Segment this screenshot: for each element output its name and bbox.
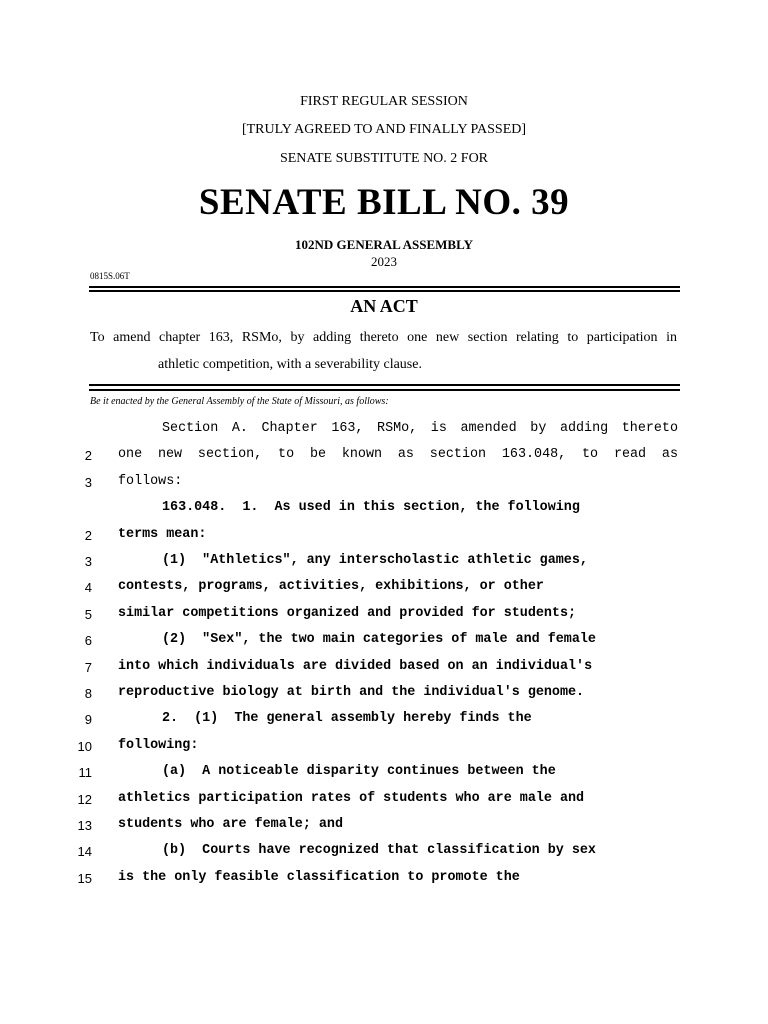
bill-line	[0, 709, 768, 731]
bill-line	[0, 789, 768, 811]
line-text: is the only feasible classification to promote the	[118, 869, 520, 885]
line-number: 12	[77, 791, 92, 807]
middle-rule-secondary	[89, 389, 680, 391]
bill-line	[0, 841, 768, 863]
passage-status: [TRULY AGREED TO AND FINALLY PASSED]	[241, 122, 527, 137]
session-label: FIRST REGULAR SESSION	[300, 94, 468, 109]
line-text: one new section, to be known as section 163.048, to read as	[118, 447, 678, 463]
bill-line	[0, 736, 768, 758]
line-text: Section A. Chapter 163, RSMo, is amended by adding thereto	[162, 421, 678, 436]
bill-line	[0, 419, 768, 441]
line-text: 163.048. 1. As used in this section, the following	[162, 500, 580, 516]
line-text: into which individuals are divided based on an individual's	[118, 658, 593, 674]
line-number: 6	[84, 633, 92, 649]
line-text: (2) "Sex", the two main categories of male and female	[162, 632, 596, 648]
bill-line	[0, 762, 768, 784]
bill-line	[0, 525, 768, 547]
line-number: 10	[77, 738, 92, 754]
line-text: (1) "Athletics", any interscholastic athletic games,	[162, 553, 588, 568]
enacting-clause: Be it enacted by the General Assembly of the State of Missouri, as follows:	[90, 396, 389, 407]
line-number: 14	[77, 844, 92, 860]
bill-line	[0, 577, 768, 599]
act-purpose-line-2: athletic competition, with a severability clause.	[158, 357, 422, 372]
general-assembly: 102ND GENERAL ASSEMBLY	[295, 237, 473, 252]
session-year: 2023	[371, 254, 397, 269]
line-text: students who are female; and	[118, 817, 343, 832]
bill-title: SENATE BILL NO. 39	[198, 182, 570, 223]
line-number: 9	[84, 712, 92, 728]
bill-line	[0, 815, 768, 837]
bill-line	[0, 630, 768, 652]
act-purpose-line-1: To amend chapter 163, RSMo, by adding thereto one new section relating to participation in	[90, 330, 677, 345]
line-number: 11	[78, 765, 92, 781]
line-number: 8	[84, 686, 92, 701]
bill-line	[0, 445, 768, 467]
line-text: similar competitions organized and provided for students;	[118, 605, 577, 621]
bill-line	[0, 498, 768, 520]
line-number: 2	[84, 527, 92, 543]
line-number: 3	[84, 554, 92, 569]
line-number: 13	[77, 818, 92, 833]
top-rule	[89, 286, 680, 288]
bill-line	[0, 604, 768, 626]
line-text: terms mean:	[118, 526, 207, 542]
bill-line	[0, 868, 768, 890]
line-text: athletics participation rates of students who are male and	[118, 790, 585, 806]
line-number: 2	[84, 448, 92, 464]
bill-line	[0, 472, 768, 494]
line-text: following:	[118, 737, 199, 753]
line-text: (b) Courts have recognized that classification by sex	[162, 843, 596, 859]
line-text: contests, programs, activities, exhibitions, or other	[118, 579, 544, 595]
line-number: 15	[77, 870, 92, 886]
bill-code: 0815S.06T	[90, 271, 130, 281]
line-text: (a) A noticeable disparity continues between the	[162, 764, 556, 780]
line-number: 7	[84, 659, 92, 675]
bill-line	[0, 683, 768, 705]
line-number: 3	[84, 474, 92, 490]
bill-line	[0, 551, 768, 573]
act-heading: AN ACT	[350, 296, 418, 316]
middle-rule	[89, 384, 680, 386]
substitute-label: SENATE SUBSTITUTE NO. 2 FOR	[279, 151, 489, 166]
line-text: reproductive biology at birth and the individual's genome.	[118, 685, 585, 700]
line-text: 2. (1) The general assembly hereby finds the	[162, 711, 532, 727]
line-number: 5	[84, 606, 92, 622]
top-rule-secondary	[89, 290, 680, 292]
line-number: 4	[84, 580, 92, 596]
line-text: follows:	[118, 473, 183, 489]
bill-line	[0, 657, 768, 679]
